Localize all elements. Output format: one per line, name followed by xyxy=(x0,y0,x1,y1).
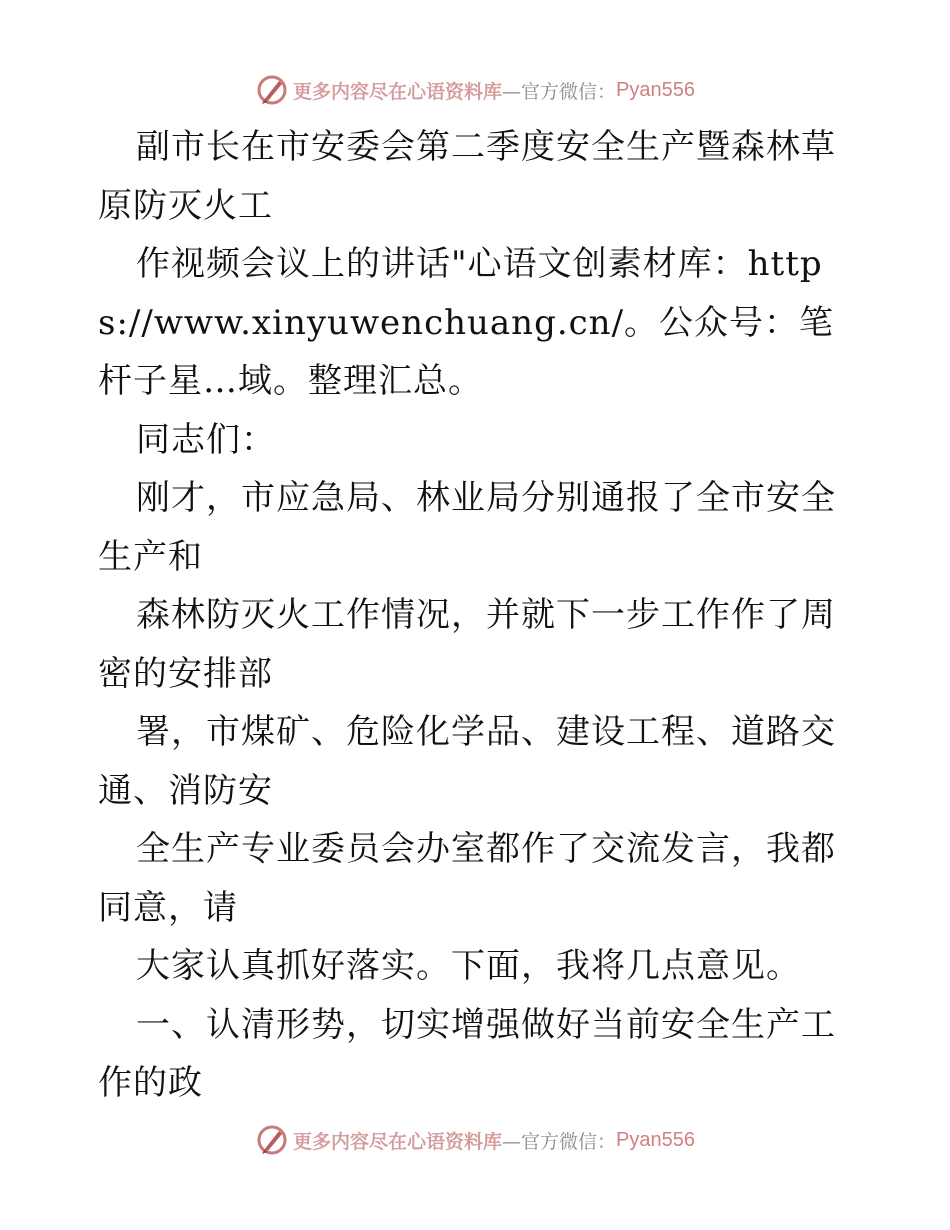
paragraph-title: 副市长在市安委会第二季度安全生产暨森林草原防灭火工 xyxy=(98,127,836,226)
paragraph: 刚才，市应急局、林业局分别通报了全市安全生产和 xyxy=(98,478,836,577)
pen-logo-icon xyxy=(255,1123,289,1157)
watermark-main-text: 更多内容尽在心语资料库 xyxy=(293,80,503,103)
watermark-wechat-id: Pyan556 xyxy=(616,1128,695,1151)
section-heading: 一、认清形势，切实增强做好当前安全生产工作的政 xyxy=(98,1004,836,1103)
header-watermark xyxy=(0,70,950,110)
watermark-wechat-id: Pyan556 xyxy=(616,78,695,101)
watermark-sub-text: —官方微信： xyxy=(502,80,617,103)
paragraph-salutation: 同志们： xyxy=(136,419,276,460)
paragraph: 全生产专业委员会办室都作了交流发言，我都同意，请 xyxy=(98,829,836,928)
paragraph: 大家认真抓好落实。下面，我将几点意见。 xyxy=(136,946,801,986)
watermark-main-text: 更多内容尽在心语资料库 xyxy=(293,1130,503,1153)
footer-watermark xyxy=(0,1120,950,1160)
pen-logo-icon xyxy=(255,73,289,107)
paragraph: 署，市煤矿、危险化学品、建设工程、道路交通、消防安 xyxy=(98,712,836,811)
document-body xyxy=(98,118,858,1113)
paragraph-source-note: 作视频会议上的讲话"心语文创素材库：https://www.xinyuwenchuang.cn/。公众号：笔杆子星…域。整理汇总。 xyxy=(98,244,835,401)
watermark-sub-text: —官方微信： xyxy=(502,1130,617,1153)
paragraph: 森林防灭火工作情况，并就下一步工作作了周密的安排部 xyxy=(98,595,836,694)
